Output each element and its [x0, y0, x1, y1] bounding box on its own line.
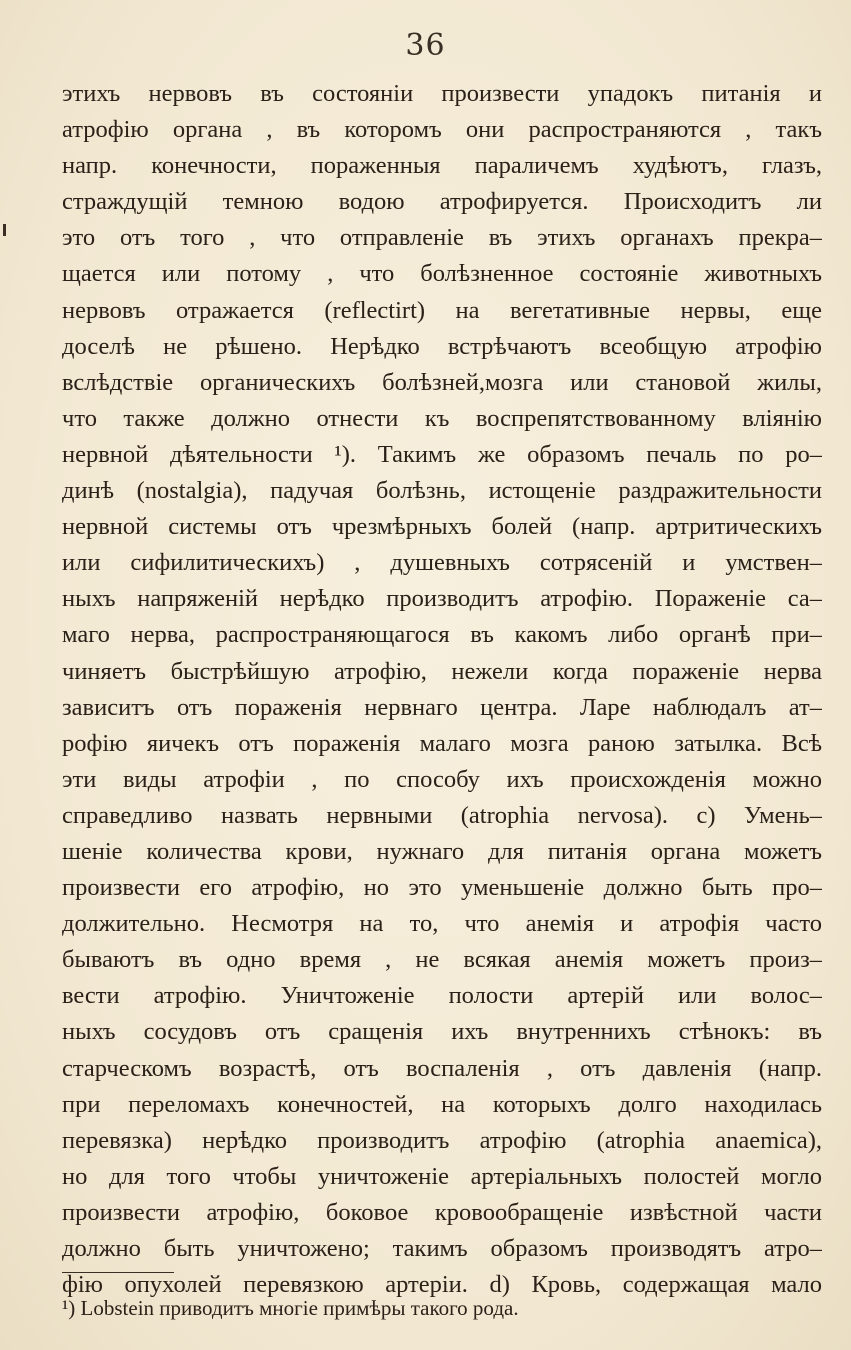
margin-mark [3, 224, 6, 236]
text-line: нервовъ отражается (reflectirt) на вегетативные нервы, еще [62, 296, 822, 324]
text-line: произвести атрофію, боковое кровообращеніе извѣстной части [62, 1198, 822, 1226]
text-line: вслѣдствіе органическихъ болѣзней,мозга или становой жилы, [62, 368, 822, 396]
text-line: зависитъ отъ пораженія нервнаго центра. Ларе наблюдалъ ат– [62, 693, 822, 721]
text-line: страждущій темною водою атрофируется. Происходитъ ли [62, 188, 822, 216]
text-line: ныхъ напряженій нерѣдко производитъ атрофію. Пораженіе са– [62, 585, 822, 613]
text-line: эти виды атрофіи , по способу ихъ происхожденія можно [62, 765, 822, 793]
text-line: старческомъ возрастѣ, отъ воспаленія , отъ давленія (напр. [62, 1054, 822, 1082]
text-line: перевязка) нерѣдко производитъ атрофію (atrophia anaemica), [62, 1126, 822, 1154]
text-line: напр. конечности, пораженныя параличемъ худѣютъ, глазъ, [62, 152, 822, 180]
text-line: при переломахъ конечностей, на которыхъ долго находилась [62, 1090, 822, 1118]
text-line: должительно. Несмотря на то, что анемія и атрофія часто [62, 910, 822, 938]
page-number: 36 [405, 28, 446, 63]
text-line: рофію яичекъ отъ пораженія малаго мозга раною затылка. Всѣ [62, 729, 822, 757]
text-line: вести атрофію. Уничтоженіе полости артерій или волос– [62, 982, 822, 1010]
body-text [62, 76, 822, 1303]
text-line: динѣ (nostalgia), падучая болѣзнь, истощеніе раздражительности [62, 477, 822, 505]
text-line: шеніе количества крови, нужнаго для питанія органа можетъ [62, 837, 822, 865]
footnote: ¹) Lobstein приводитъ многіе примѣры такого рода. [62, 1296, 519, 1320]
text-line: щается или потому , что болѣзненное состояніе животныхъ [62, 260, 822, 288]
text-line: произвести его атрофію, но это уменьшеніе должно быть про– [62, 874, 822, 902]
text-line: что также должно отнести къ воспрепятствованному вліянію [62, 404, 822, 432]
footnote-divider [62, 1272, 174, 1273]
text-line: маго нерва, распространяющагося въ какомъ либо органѣ при– [62, 621, 822, 649]
text-line: ныхъ сосудовъ отъ сращенія ихъ внутреннихъ стѣнокъ: въ [62, 1018, 822, 1046]
text-line: этихъ нервовъ въ состояніи произвести упадокъ питанія и [62, 80, 822, 107]
text-line: это отъ того , что отправленіе въ этихъ органахъ прекра– [62, 224, 822, 252]
text-line: должно быть уничтожено; такимъ образомъ производятъ атро– [62, 1235, 822, 1262]
text-line: фію опухолей перевязкою артеріи. d) Кровь, содержащая мало [62, 1271, 822, 1299]
text-line: атрофію органа , въ которомъ они распространяются , такъ [62, 116, 822, 144]
text-line: или сифилитическихъ) , душевныхъ сотрясеній и умствен– [62, 549, 822, 577]
text-line: чиняетъ быстрѣйшую атрофію, нежели когда пораженіе нерва [62, 657, 822, 685]
text-line: справедливо назвать нервными (atrophia nervosa). c) Умень– [62, 801, 822, 829]
text-line: доселѣ не рѣшено. Нерѣдко встрѣчаютъ всеобщую атрофію [62, 332, 822, 360]
text-line: но для того чтобы уничтоженіе артеріальныхъ полостей могло [62, 1162, 822, 1190]
text-line: бываютъ въ одно время , не всякая анемія можетъ произ– [62, 946, 822, 974]
text-line: нервной дѣятельности ¹). Такимъ же образомъ печаль по ро– [62, 440, 822, 468]
text-line: нервной системы отъ чрезмѣрныхъ болей (напр. артритическихъ [62, 513, 822, 541]
